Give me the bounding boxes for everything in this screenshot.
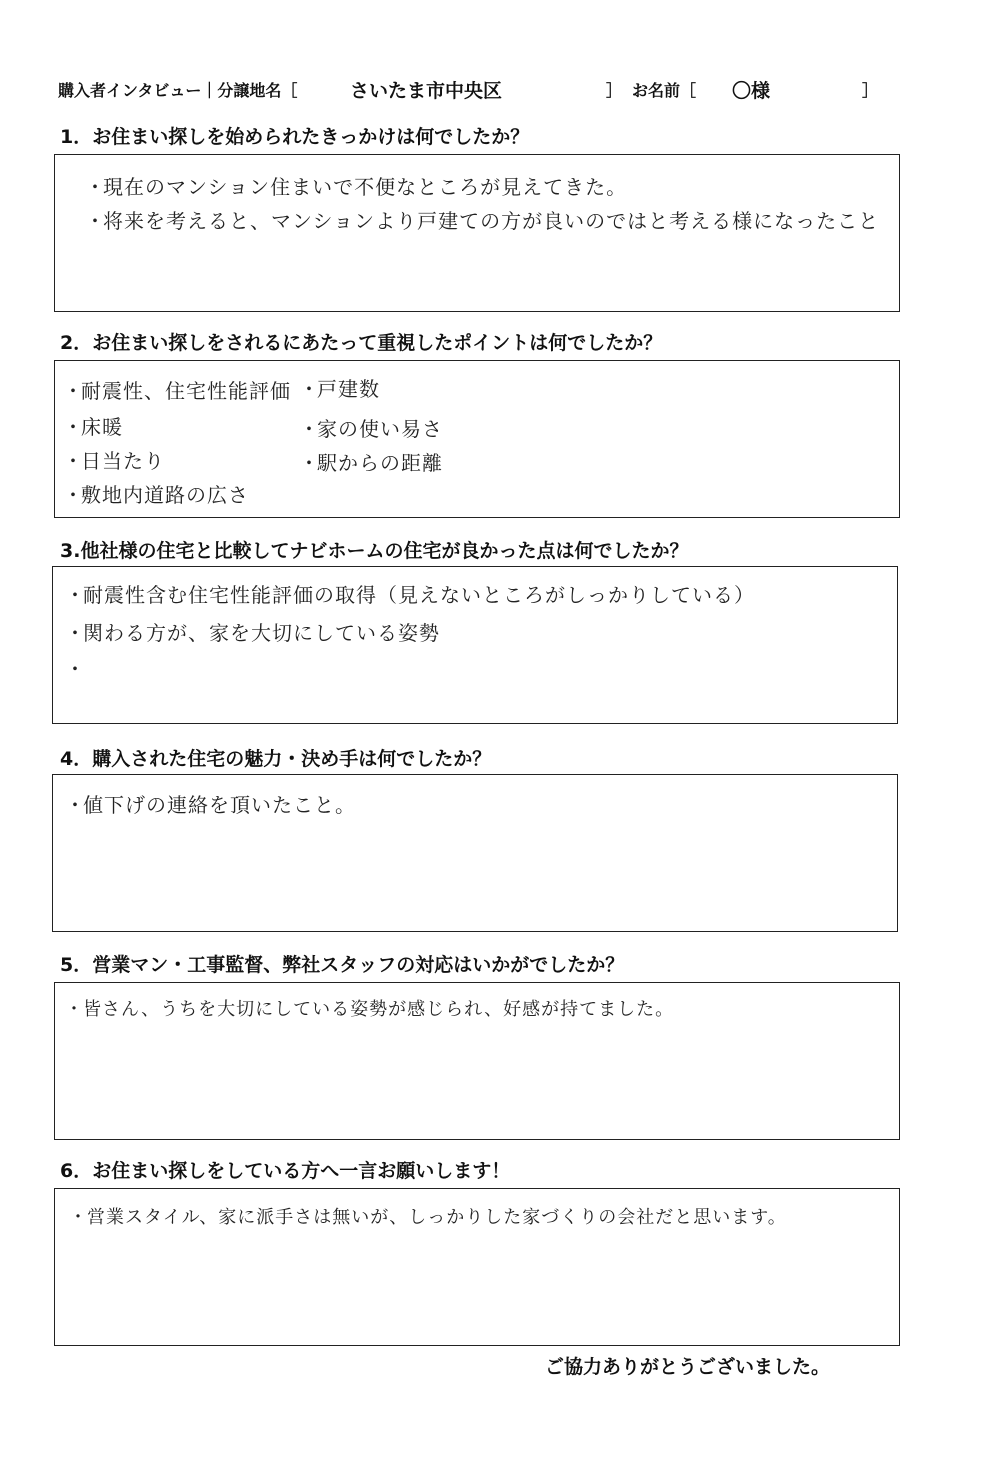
- answer-line: ・耐震性含む住宅性能評価の取得（見えないところがしっかりしている）: [65, 583, 755, 607]
- interview-header: [58, 76, 898, 104]
- answer-box-5: [54, 982, 900, 1140]
- answer-line: ・床暖: [63, 415, 123, 439]
- answer-line: ・: [65, 657, 86, 681]
- answer-line: ・駅からの距離: [299, 451, 443, 475]
- answer-box-4: [52, 774, 898, 932]
- answer-box-3: [52, 566, 898, 724]
- subdivision-name: さいたま市中央区: [350, 80, 503, 102]
- question-3: 3.他社様の住宅と比較してナビホームの住宅が良かった点は何でしたか？: [60, 540, 689, 562]
- answer-line: ・家の使い易さ: [299, 417, 443, 441]
- answer-line: ・敷地内道路の広さ: [63, 483, 249, 507]
- answer-line: ・値下げの連絡を頂いたこと。: [65, 793, 356, 817]
- question-6: 6．お住まい探しをしている方へ一言お願いします！: [60, 1160, 511, 1182]
- bracket-close: ］: [862, 81, 879, 100]
- answer-line: ・日当たり: [63, 449, 165, 473]
- answer-box-1: [54, 154, 900, 312]
- closing-message: ご協力ありがとうございました。: [545, 1356, 831, 1378]
- answer-line: ・営業スタイル、家に派手さは無いが、しっかりした家づくりの会社だと思います。: [69, 1207, 787, 1228]
- answer-line: ・戸建数: [299, 377, 380, 401]
- name-label: お名前［: [632, 81, 697, 100]
- answer-line: ・関わる方が、家を大切にしている姿勢: [65, 621, 440, 645]
- answer-box-2: [54, 360, 900, 518]
- bracket-close: ］: [606, 81, 623, 100]
- answer-line: ・耐震性、住宅性能評価: [63, 379, 291, 403]
- answer-line: ・皆さん、うちを大切にしている姿勢が感じられ、好感が持てました。: [65, 999, 675, 1020]
- answer-box-6: [54, 1188, 900, 1346]
- question-2: 2．お住まい探しをされるにあたって重視したポイントは何でしたか？: [60, 332, 663, 354]
- question-5: 5．営業マン・工事監督、弊社スタッフの対応はいかがでしたか？: [60, 954, 625, 976]
- form-title: 購入者インタビュー｜分譲地名［: [58, 81, 298, 100]
- question-1: 1．お住まい探しを始められたきっかけは何でしたか？: [60, 126, 530, 148]
- customer-name: 〇様: [732, 80, 771, 102]
- answer-line: ・将来を考えると、マンションより戸建ての方が良いのではと考える様になったこと: [85, 209, 880, 233]
- answer-line: ・現在のマンション住まいで不便なところが見えてきた。: [85, 175, 628, 199]
- question-4: 4．購入された住宅の魅力・決め手は何でしたか？: [60, 748, 492, 770]
